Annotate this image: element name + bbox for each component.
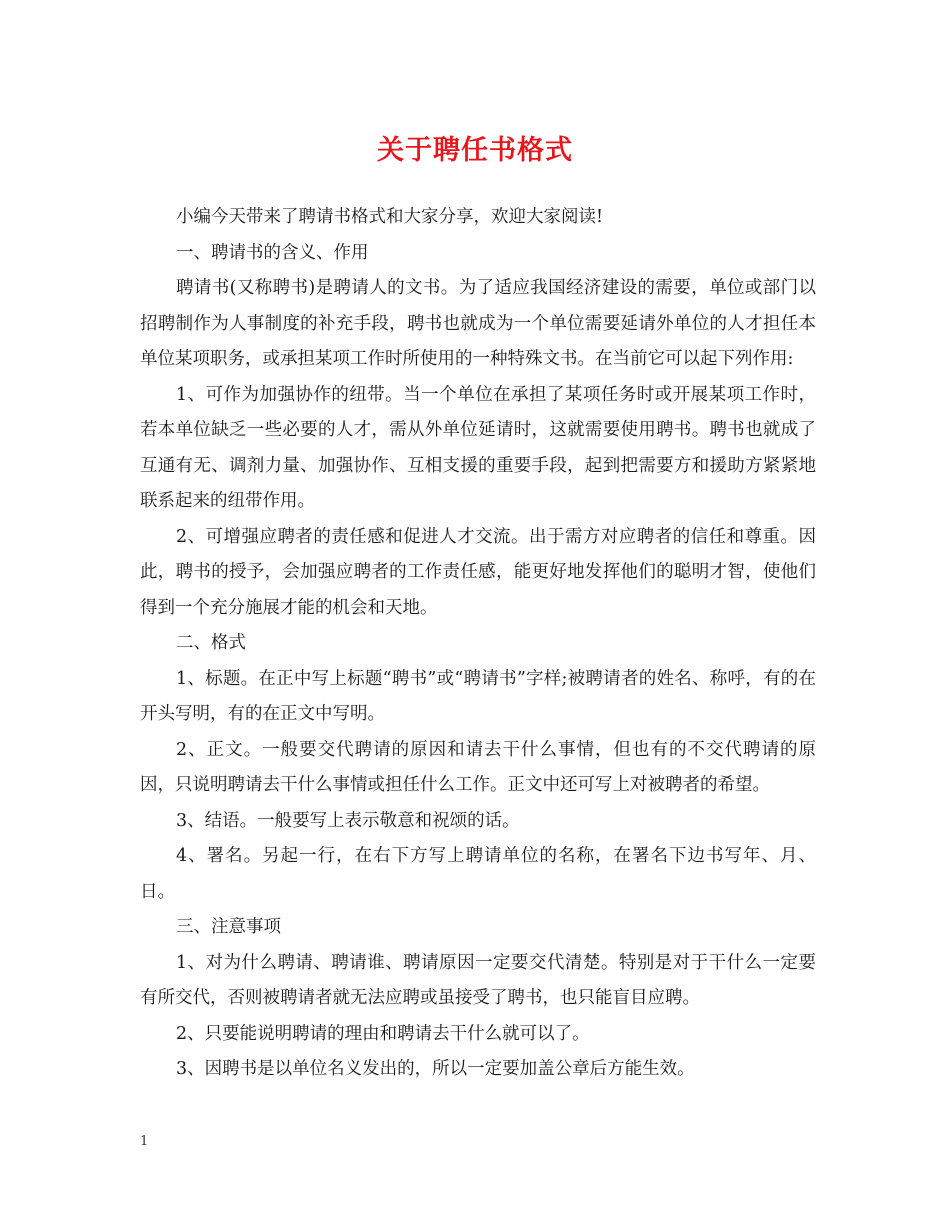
body-paragraph: 聘请书(又称聘书)是聘请人的文书。为了适应我国经济建设的需要，单位或部门以招聘制作为人事制度的补充手段，聘书也就成为一个单位需要延请外单位的人才担任本单位某项职务，或承担某项工作时所使用的一种特殊文书。在当前它可以起下列作用: — [140, 278, 816, 369]
section-heading-meaning: 一、聘请书的含义、作用 — [176, 242, 369, 263]
body-paragraph: 2、正文。一般要交代聘请的原因和请去干什么事情，但也有的不交代聘请的原因，只说明聘请去干什么事情或担任什么工作。正文中还可写上对被聘者的希望。 — [140, 739, 816, 795]
body-paragraph: 1、标题。在正中写上标题“聘书”或“聘请书”字样;被聘请者的姓名、称呼，有的在开头写明，有的在正文中写明。 — [140, 668, 816, 724]
body-paragraph: 4、署名。另起一行，在右下方写上聘请单位的名称，在署名下边书写年、月、日。 — [140, 846, 816, 902]
intro-paragraph: 小编今天带来了聘请书格式和大家分享，欢迎大家阅读! — [176, 207, 604, 227]
body-paragraph: 1、对为什么聘请、聘请谁、聘请原因一定要交代清楚。特别是对于干什么一定要有所交代，否则被聘请者就无法应聘或虽接受了聘书，也只能盲目应聘。 — [140, 952, 816, 1008]
section-heading-notes: 三、注意事项 — [176, 917, 281, 937]
body-paragraph: 3、结语。一般要写上表示敬意和祝颂的话。 — [176, 810, 520, 831]
document-body — [140, 200, 816, 1088]
body-paragraph: 2、可增强应聘者的责任感和促进人才交流。出于需方对应聘者的信任和尊重。因此，聘书的授予，会加强应聘者的工作责任感，能更好地发挥他们的聪明才智，使他们得到一个充分施展才能的机会和天地。 — [140, 526, 816, 618]
body-paragraph: 1、可作为加强协作的纽带。当一个单位在承担了某项任务时或开展某项工作时，若本单位缺乏一些必要的人才，需从外单位延请时，这就需要使用聘书。聘书也就成了互通有无、调剂力量、加强协作、互相支援的重要手段，起到把需要方和援助方紧紧地联系起来的纽带作用。 — [140, 384, 816, 511]
page-number: 1 — [140, 1134, 149, 1149]
body-paragraph: 3、因聘书是以单位名义发出的，所以一定要加盖公章后方能生效。 — [176, 1059, 695, 1079]
body-paragraph: 2、只要能说明聘请的理由和聘请去干什么就可以了。 — [176, 1023, 590, 1044]
document-title: 关于聘任书格式 — [377, 135, 573, 166]
section-heading-format: 二、格式 — [176, 633, 246, 653]
